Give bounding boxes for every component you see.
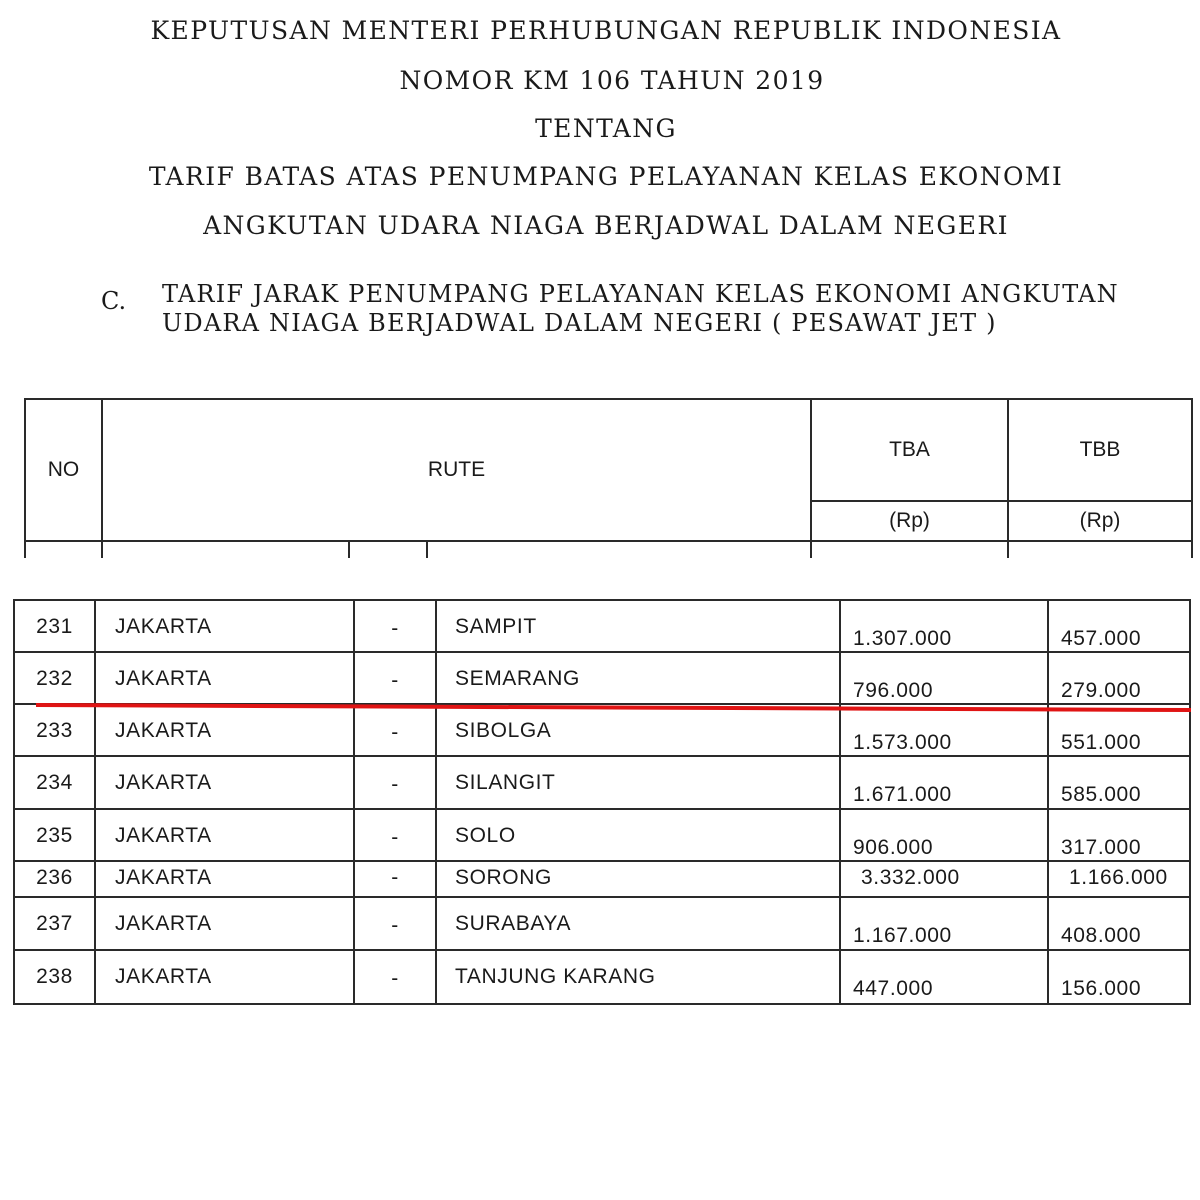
header-tba-label: TBA bbox=[889, 438, 930, 461]
row-separator: - bbox=[354, 600, 436, 652]
row-origin: JAKARTA bbox=[95, 756, 354, 809]
row-origin: JAKARTA bbox=[95, 950, 354, 1004]
table-header bbox=[24, 398, 1193, 558]
row-tba-value: 1.573.000 bbox=[840, 704, 1048, 756]
table-row bbox=[14, 861, 1190, 897]
row-destination: SIBOLGA bbox=[436, 704, 840, 756]
row-tba-value: 447.000 bbox=[840, 950, 1048, 1004]
document-number-line: NOMOR KM 106 TAHUN 2019 bbox=[399, 66, 825, 95]
row-tbb-value: 317.000 bbox=[1048, 809, 1190, 861]
header-tbb-label: TBB bbox=[1079, 438, 1121, 461]
table-row bbox=[14, 897, 1190, 950]
row-number: 236 bbox=[14, 861, 95, 897]
row-origin: JAKARTA bbox=[95, 809, 354, 861]
row-number: 235 bbox=[14, 809, 95, 861]
table-row bbox=[14, 704, 1190, 756]
document-tentang-line: TENTANG bbox=[535, 114, 677, 143]
row-separator: - bbox=[354, 652, 436, 704]
header-rute-label: RUTE bbox=[427, 458, 486, 481]
row-tbb-value: 279.000 bbox=[1048, 652, 1190, 704]
row-destination: TANJUNG KARANG bbox=[436, 950, 840, 1004]
row-tba-value: 796.000 bbox=[840, 652, 1048, 704]
row-destination: SURABAYA bbox=[436, 897, 840, 950]
row-destination: SOLO bbox=[436, 809, 840, 861]
document-subject-line-1: TARIF BATAS ATAS PENUMPANG PELAYANAN KELAS EKONOMI bbox=[148, 162, 1064, 191]
header-no bbox=[25, 399, 102, 541]
table-row bbox=[14, 652, 1190, 704]
row-origin: JAKARTA bbox=[95, 704, 354, 756]
row-number: 237 bbox=[14, 897, 95, 950]
row-tba-value: 906.000 bbox=[840, 809, 1048, 861]
tariff-table bbox=[13, 599, 1191, 1005]
row-number: 233 bbox=[14, 704, 95, 756]
row-separator: - bbox=[354, 950, 436, 1004]
row-tbb-value: 585.000 bbox=[1048, 756, 1190, 809]
table-row bbox=[14, 950, 1190, 1004]
header-tba-unit bbox=[811, 501, 1008, 541]
document-subject-line-2: ANGKUTAN UDARA NIAGA BERJADWAL DALAM NEGERI bbox=[203, 211, 1009, 240]
row-tbb-value: 457.000 bbox=[1048, 600, 1190, 652]
row-number: 231 bbox=[14, 600, 95, 652]
section-letter: C. bbox=[101, 287, 127, 315]
row-origin: JAKARTA bbox=[95, 652, 354, 704]
section-title: TARIF JARAK PENUMPANG PELAYANAN KELAS EKONOMI ANGKUTAN UDARA NIAGA BERJADWAL DALAM NEGERI ( PESAWAT JET ) bbox=[162, 280, 1119, 337]
header-rute bbox=[102, 399, 811, 541]
table-row bbox=[14, 600, 1190, 652]
header-tbb-unit-label: (Rp) bbox=[1079, 509, 1121, 532]
row-separator: - bbox=[354, 756, 436, 809]
row-tba-value: 1.671.000 bbox=[840, 756, 1048, 809]
row-number: 234 bbox=[14, 756, 95, 809]
row-tba-value: 1.167.000 bbox=[840, 897, 1048, 950]
row-number: 238 bbox=[14, 950, 95, 1004]
header-tba bbox=[811, 399, 1008, 501]
row-separator: - bbox=[354, 704, 436, 756]
row-tba-value: 1.307.000 bbox=[840, 600, 1048, 652]
header-no-label: NO bbox=[47, 458, 80, 481]
row-origin: JAKARTA bbox=[95, 897, 354, 950]
row-tbb-value: 408.000 bbox=[1048, 897, 1190, 950]
header-tbb bbox=[1008, 399, 1192, 501]
row-origin: JAKARTA bbox=[95, 600, 354, 652]
row-destination: SILANGIT bbox=[436, 756, 840, 809]
row-origin: JAKARTA bbox=[95, 861, 354, 897]
header-tba-unit-label: (Rp) bbox=[889, 509, 930, 532]
row-tbb-value: 1.166.000 bbox=[1048, 861, 1190, 897]
row-destination: SAMPIT bbox=[436, 600, 840, 652]
row-separator: - bbox=[354, 861, 436, 897]
document-title-line-1: KEPUTUSAN MENTERI PERHUBUNGAN REPUBLIK INDONESIA bbox=[150, 16, 1062, 45]
row-tba-value: 3.332.000 bbox=[840, 861, 1048, 897]
table-header-fragment bbox=[0, 398, 1200, 558]
table-row bbox=[14, 756, 1190, 809]
row-number: 232 bbox=[14, 652, 95, 704]
row-tbb-value: 156.000 bbox=[1048, 950, 1190, 1004]
row-destination: SORONG bbox=[436, 861, 840, 897]
row-destination: SEMARANG bbox=[436, 652, 840, 704]
row-separator: - bbox=[354, 809, 436, 861]
row-separator: - bbox=[354, 897, 436, 950]
table-row bbox=[14, 809, 1190, 861]
header-tbb-unit bbox=[1008, 501, 1192, 541]
row-tbb-value: 551.000 bbox=[1048, 704, 1190, 756]
